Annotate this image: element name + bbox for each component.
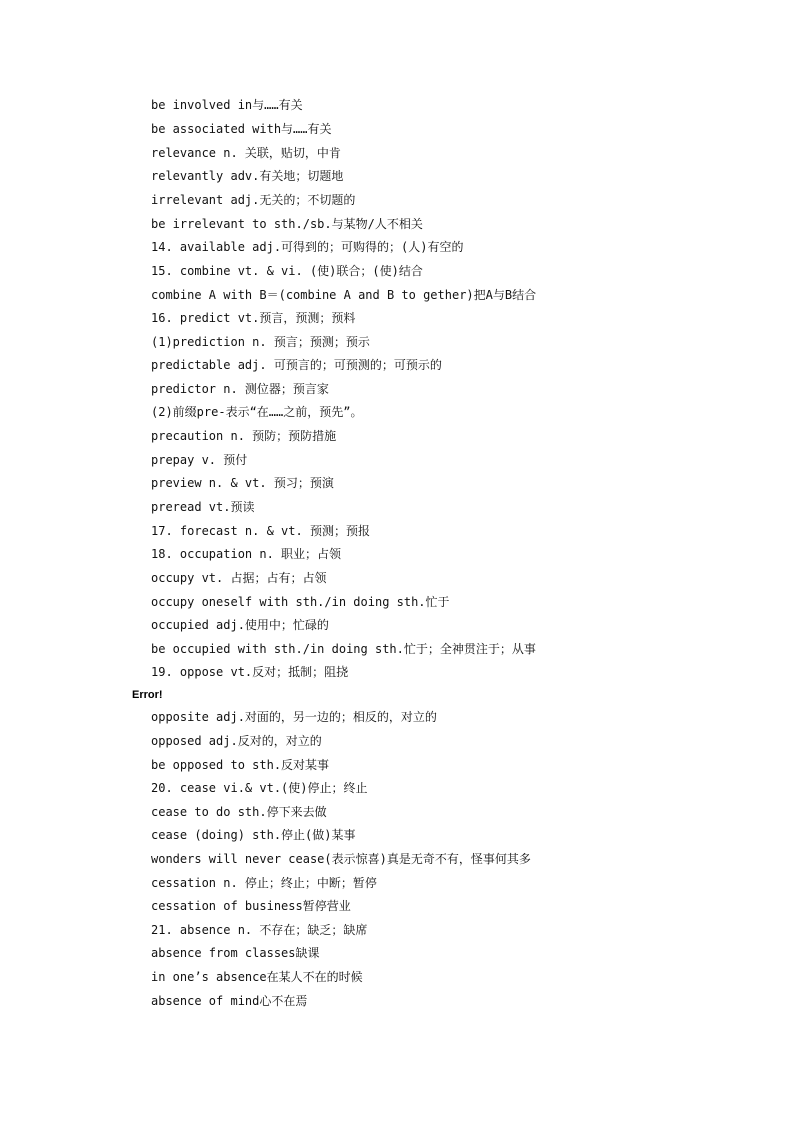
error-marker: Error!	[132, 689, 163, 701]
entry-line: occupy oneself with sth./in doing sth.忙于	[151, 595, 450, 609]
entry-line: 17. forecast n. & vt. 预测；预报	[151, 524, 370, 538]
entry-line: cease to do sth.停下来去做	[151, 805, 327, 819]
entry-line: absence of mind心不在焉	[151, 994, 308, 1008]
entry-line: opposite adj.对面的，另一边的；相反的，对立的	[151, 710, 437, 724]
entry-line: be irrelevant to sth./sb.与某物/人不相关	[151, 217, 423, 231]
entry-line: prepay v. 预付	[151, 453, 248, 467]
entry-line: (2)前缀pre-表示“在……之前，预先”。	[151, 405, 363, 419]
entry-line: precaution n. 预防；预防措施	[151, 429, 337, 443]
entry-line: opposed adj.反对的，对立的	[151, 734, 322, 748]
entry-line: irrelevant adj.无关的；不切题的	[151, 193, 356, 207]
entry-line: relevance n. 关联，贴切，中肯	[151, 146, 341, 160]
entry-line: 19. oppose vt.反对；抵制；阻挠	[151, 665, 349, 679]
entry-line: cessation n. 停止；终止；中断；暂停	[151, 876, 377, 890]
entry-line: 21. absence n. 不存在；缺乏；缺席	[151, 923, 368, 937]
entry-line: 15. combine vt. & vi. (使)联合；(使)结合	[151, 264, 423, 278]
entry-line: be occupied with sth./in doing sth.忙于；全神贯注于；从事	[151, 642, 536, 656]
entry-line: be associated with与……有关	[151, 122, 332, 136]
entry-line: 18. occupation n. 职业；占领	[151, 547, 342, 561]
entry-line: predictor n. 测位器；预言家	[151, 382, 329, 396]
entry-line: preview n. & vt. 预习；预演	[151, 476, 334, 490]
entry-line: 16. predict vt.预言，预测；预料	[151, 311, 356, 325]
entry-line: occupied adj.使用中；忙碌的	[151, 618, 329, 632]
entry-line: 14. available adj.可得到的；可购得的；(人)有空的	[151, 240, 464, 254]
entry-line: cease (doing) sth.停止(做)某事	[151, 828, 356, 842]
entry-line: (1)prediction n. 预言；预测；预示	[151, 335, 370, 349]
entry-line: wonders will never cease(表示惊喜)真是无奇不有，怪事何其多	[151, 852, 531, 866]
entry-line: be opposed to sth.反对某事	[151, 758, 330, 772]
entry-line: relevantly adv.有关地；切题地	[151, 169, 344, 183]
entry-line: absence from classes缺课	[151, 946, 320, 960]
entry-line: in one’s absence在某人不在的时候	[151, 970, 363, 984]
entry-line: combine A with B＝(combine A and B to gether)把A与B结合	[151, 288, 537, 302]
entry-line: cessation of business暂停营业	[151, 899, 351, 913]
entry-line: predictable adj. 可预言的；可预测的；可预示的	[151, 358, 442, 372]
entry-line: preread vt.预读	[151, 500, 255, 514]
entry-line: occupy vt. 占据；占有；占领	[151, 571, 327, 585]
entry-line: be involved in与……有关	[151, 98, 303, 112]
entry-line: 20. cease vi.& vt.(使)停止；终止	[151, 781, 368, 795]
